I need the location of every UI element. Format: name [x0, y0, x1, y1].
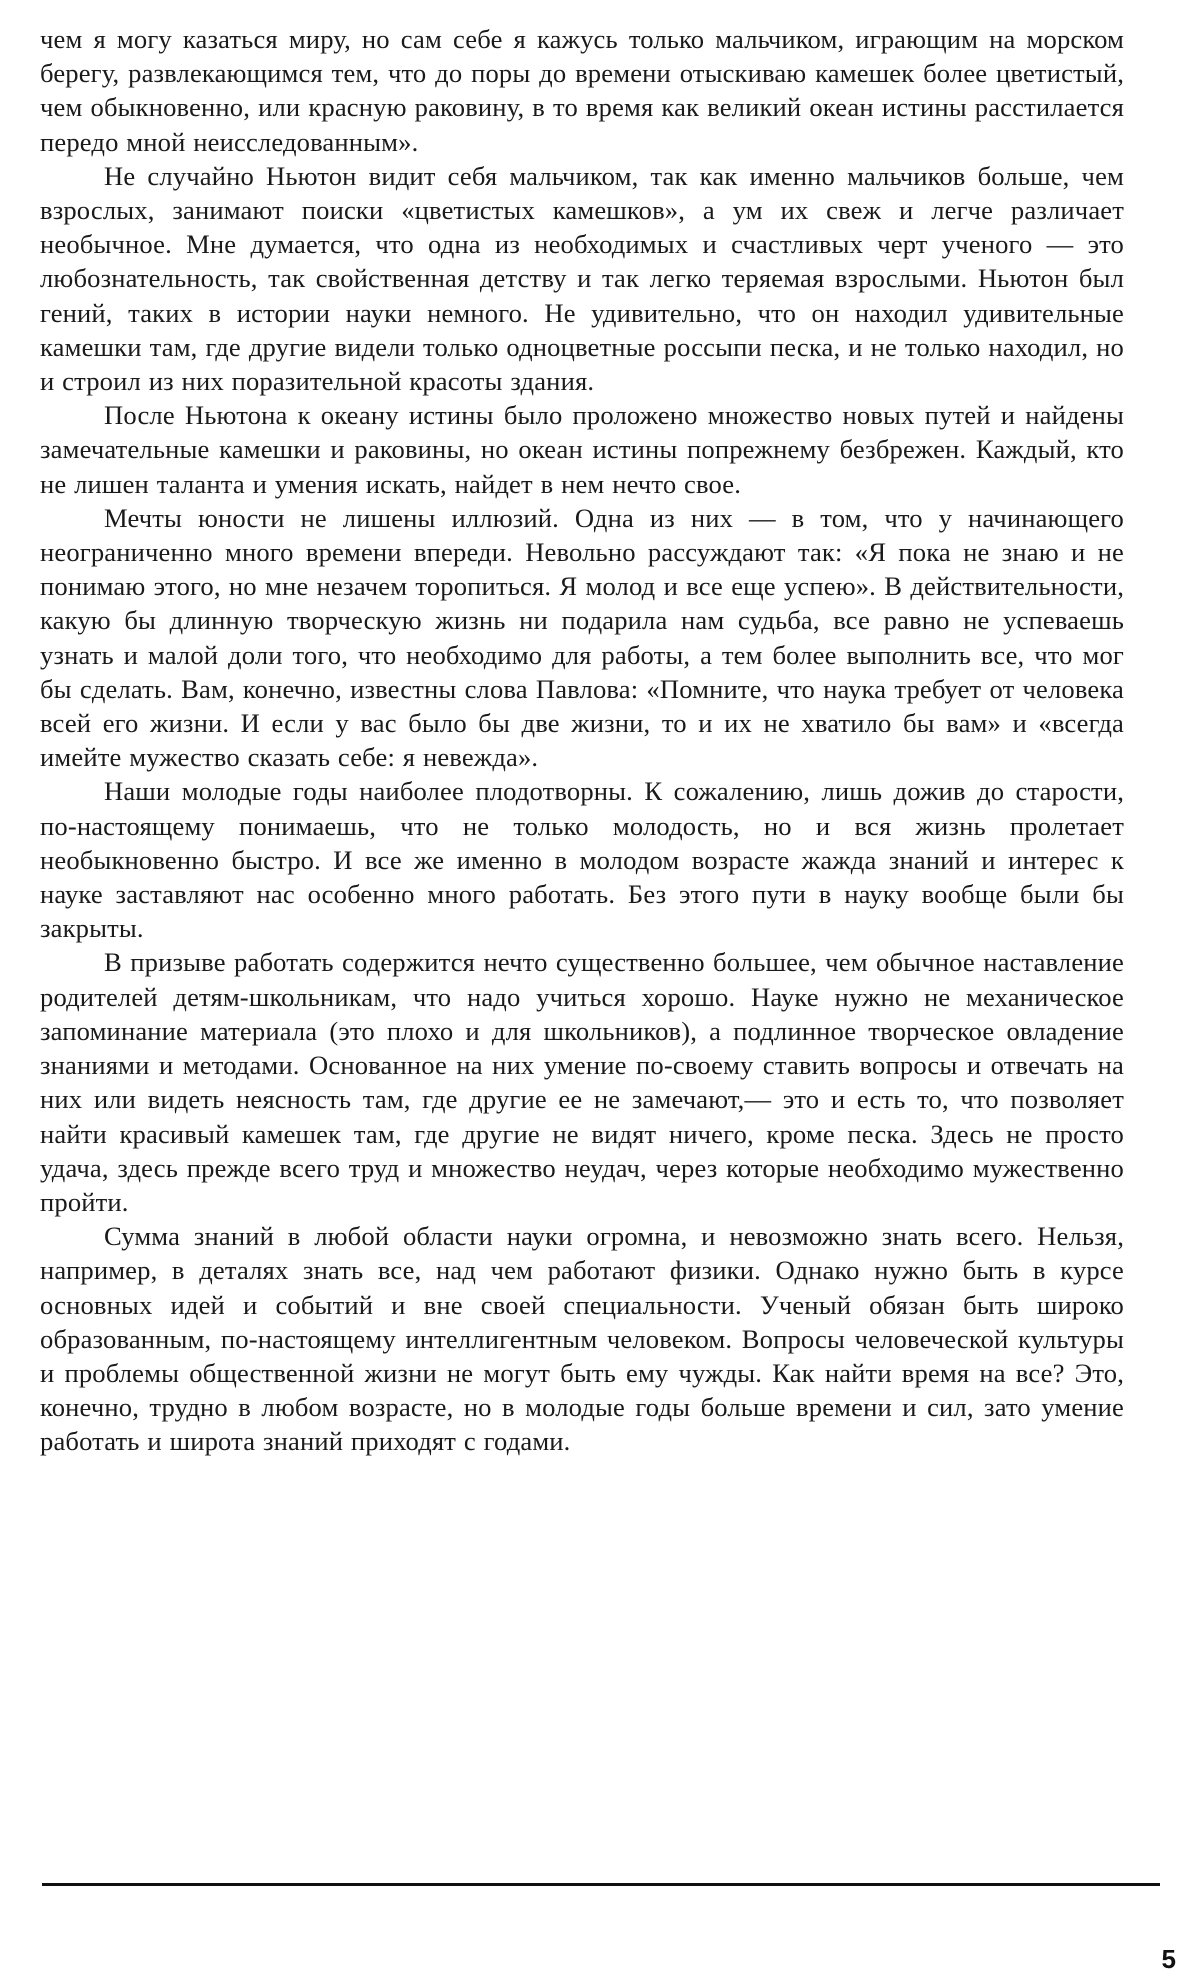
footer-divider [42, 1883, 1160, 1886]
paragraph-after-newton: После Ньютона к океану истины было проложено множество новых путей и найдены замечательные камешки и раковины, но океан истины попрежнему безбрежен. Каждый, кто не лишен таланта и умения искать, найдет в нем нечто свое. [40, 400, 1124, 499]
paragraph-call-to-work: В призыве работать содержится нечто существенно большее, чем обычное наставление родителей детям-школьникам, что надо учиться хорошо. Науке нужно не механическое запоминание материала (это плохо и для школьников), а подлинное творческое овладение знаниями и методами. Основанное на них умение по-своему ставить вопросы и отвечать на них или видеть неясность там, где другие ее не замечают,— это и есть то, что позволяет найти красивый камешек там, где другие не видят ничего, кроме песка. Здесь не просто удача, здесь прежде всего труд и множество неудач, через которые необходимо мужественно пройти. [40, 947, 1124, 1217]
paragraph-newton-as-boy: Не случайно Ньютон видит себя мальчиком, так как именно мальчиков больше, чем взрослых, занимают поиски «цветистых камешков», а ум их свеж и легче различает необычное. Мне думается, что одна из необходимых и счастливых черт ученого — это любознательность, так свойственная детству и так легко теряемая взрослыми. Ньютон был гений, таких в истории науки немного. Не удивительно, что он находил удивительные камешки там, где другие видели только одноцветные россыпи песка, и не только находил, но и строил из них поразительной красоты здания. [40, 160, 1124, 397]
page-body [40, 22, 1124, 1459]
paragraph-sum-of-knowledge: Сумма знаний в любой области науки огромна, и невозможно знать всего. Нельзя, например, в деталях знать все, над чем работают физики. Однако нужно быть в курсе основных идей и событий и вне своей специальности. Ученый обязан быть широко образованным, по-настоящему интеллигентным человеком. Вопросы человеческой культуры и проблемы общественной жизни не могут быть ему чужды. Как найти время на все? Это, конечно, трудно в любом возрасте, но в молодые годы больше времени и сил, зато умение работать и широта знаний приходят с годами. [40, 1221, 1124, 1457]
paragraph-newton-quote-end: чем я могу казаться миру, но сам себе я кажусь только мальчиком, играющим на морском берегу, развлекающимся тем, что до поры до времени отыскиваю камешек более цветистый, чем обыкновенно, или красную раковину, в то время как великий океан истины расстилается передо мной неисследованным». [40, 24, 1124, 157]
paragraph-young-years: Наши молодые годы наиболее плодотворны. К сожалению, лишь дожив до старости, по-настоящему понимаешь, что не только молодость, но и вся жизнь пролетает необыкновенно быстро. И все же именно в молодом возрасте жажда знаний и интерес к науке заставляют нас особенно много работать. Без этого пути в науку вообще были бы закрыты. [40, 776, 1124, 944]
paragraph-dreams-of-youth: Мечты юности не лишены иллюзий. Одна из них — в том, что у начинающего неограниченно много времени впереди. Невольно рассуждают так: «Я пока не знаю и не понимаю этого, но мне незачем торопиться. Я молод и все еще успею». В действительности, какую бы длинную творческую жизнь ни подарила нам судьба, все равно не успеваешь узнать и малой доли того, что необходимо для работы, а тем более выполнить все, что мог бы сделать. Вам, конечно, известны слова Павлова: «Помните, что наука требует от человека всей его жизни. И если у вас было бы две жизни, то и их не хватило бы вам» и «всегда имейте мужество сказать себе: я невежда». [40, 502, 1124, 773]
page-number: 5 [1161, 1944, 1176, 1974]
